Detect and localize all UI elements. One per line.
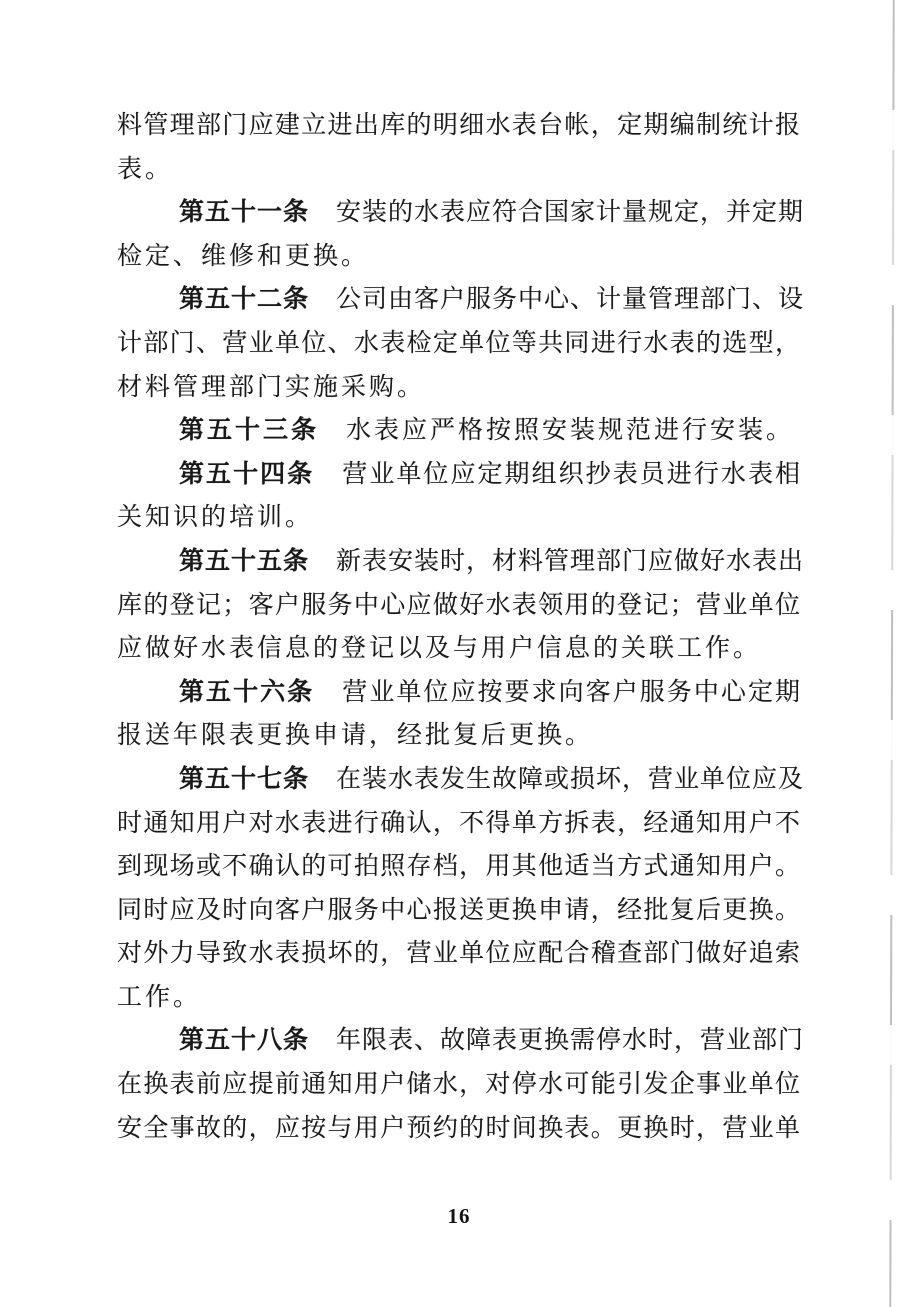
text-line [117, 453, 801, 497]
text-line: 库的登记；客户服务中心应做好水表领用的登记；营业单位 [117, 591, 801, 619]
line-text: 营业单位应按要求向客户服务中心定期 [341, 678, 801, 706]
text-line: 时通知用户对水表进行确认，不得单方拆表，经通知用户不 [117, 809, 801, 837]
article-number: 第五十三条 [179, 417, 320, 445]
line-text: 年限表、故障表更换需停水时，营业部门 [336, 1027, 805, 1055]
line-text: 水表应严格按照安装规范进行安装。 [346, 417, 795, 445]
article-number: 第五十一条 [179, 199, 310, 227]
article-number: 第五十四条 [179, 460, 315, 488]
line-text: 营业单位应定期组织抄表员进行水表相 [341, 460, 801, 488]
text-line: 到现场或不确认的可拍照存档，用其他适当方式通知用户。 [117, 853, 801, 881]
text-line [117, 191, 805, 235]
text-line [117, 1019, 805, 1063]
text-line: 在换表前应提前通知用户储水，对停水可能引发企事业单位 [117, 1071, 801, 1099]
line-text: 新表安装时，材料管理部门应做好水表出 [336, 547, 805, 575]
scan-artifact-line [889, 0, 894, 1307]
article-number: 第五十七条 [179, 765, 310, 793]
text-line: 对外力导致水表损坏的，营业单位应配合稽查部门做好追索 [117, 940, 801, 968]
article-number: 第五十五条 [179, 547, 310, 575]
line-text: 公司由客户服务中心、计量管理部门、设 [336, 286, 805, 314]
text-line: 安全事故的，应按与用户预约的时间换表。更换时，营业单 [117, 1114, 801, 1142]
text-line: 料管理部门应建立进出库的明细水表台帐，定期编制统计报 [117, 112, 801, 139]
text-line [117, 409, 801, 453]
text-line: 材料管理部门实施采购。 [117, 373, 426, 401]
article-number: 第五十六条 [179, 678, 315, 706]
line-text: 安装的水表应符合国家计量规定，并定期 [336, 199, 805, 227]
article-number: 第五十八条 [179, 1027, 310, 1055]
article-number: 第五十二条 [179, 286, 310, 314]
text-line: 计部门、营业单位、水表检定单位等共同进行水表的选型， [117, 329, 801, 357]
text-line: 检定、维修和更换。 [117, 242, 370, 270]
text-line [117, 671, 801, 715]
page-number: 16 [447, 1204, 471, 1228]
document-body [117, 104, 805, 1150]
line-text: 在装水表发生故障或损坏，营业单位应及 [336, 765, 805, 793]
text-line: 表。 [117, 155, 174, 183]
text-line [117, 540, 805, 584]
text-line: 关知识的培训。 [117, 504, 314, 532]
text-line: 应做好水表信息的登记以及与用户信息的关联工作。 [117, 635, 762, 663]
text-line: 工作。 [117, 983, 202, 1011]
text-line: 同时应及时向客户服务中心报送更换申请，经批复后更换。 [117, 896, 801, 924]
text-line [117, 278, 805, 322]
text-line: 报送年限表更换申请，经批复后更换。 [117, 722, 594, 750]
text-line [117, 758, 805, 802]
